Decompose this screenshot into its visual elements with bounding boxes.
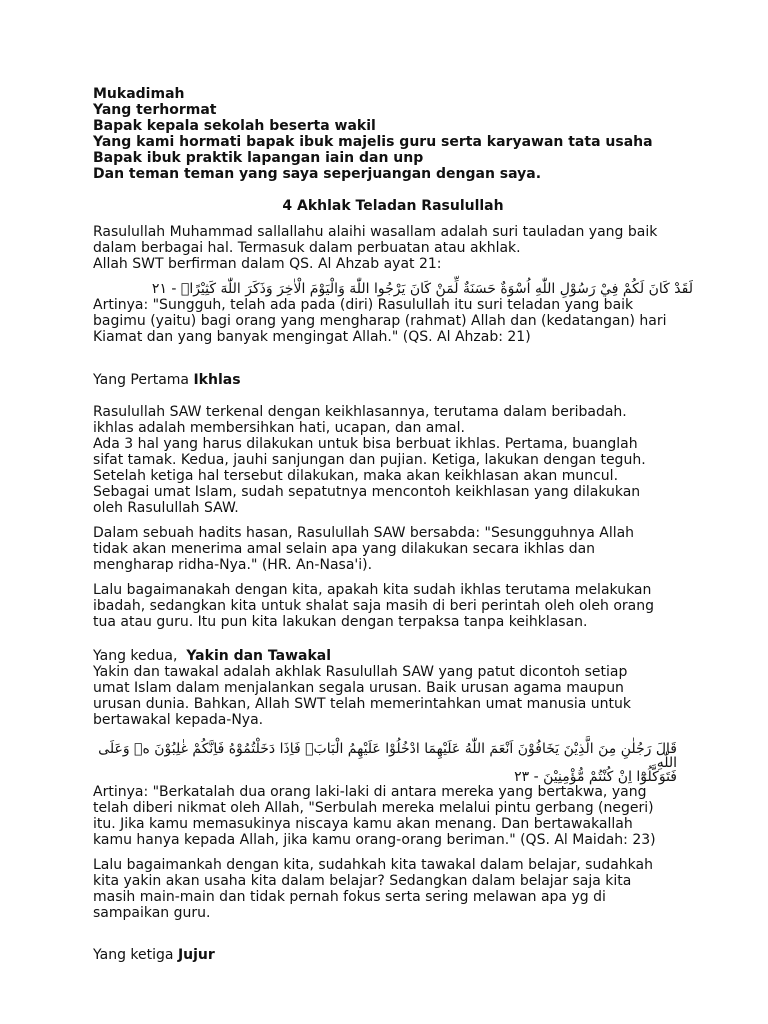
- section-heading-ikhlas: [93, 372, 693, 388]
- text-line: oleh Rasulullah SAW.: [93, 500, 239, 516]
- salutation-line: Dan teman teman yang saya seperjuangan dengan saya.: [93, 166, 542, 182]
- document-body: [93, 86, 693, 963]
- text-line: itu. Jika kamu memasukinya niscaya kamu akan menang. Dan bertawakallah: [93, 816, 633, 832]
- salutation-line: Yang terhormat: [93, 102, 217, 118]
- ikhlas-paragraph-1: [93, 404, 693, 516]
- arabic-line: قَالَ رَجُلٰنِ مِنَ الَّذِيْنَ يَخَافُوْنَ اَنْعَمَ اللّٰهُ عَلَيْهِمَا ادْخُلُوْا عَلَيْهِمُ الْبَابَۚ فَاِذَا دَخَلْتُمُوْهُ فَاِنَّكُمْ غٰلِبُوْنَ ەۙ وَعَلَى اللّٰهِ: [98, 741, 677, 771]
- translation-maidah: [93, 784, 693, 848]
- translation-ahzab: [93, 297, 693, 345]
- salutation-block: [93, 86, 693, 182]
- section-keyword: Jujur: [177, 947, 215, 963]
- section-keyword: Ikhlas: [193, 372, 241, 388]
- text-line: kita yakin akan usaha kita dalam belajar? Sedangkan dalam belajar saja kita: [93, 873, 632, 889]
- text-line: ikhlas adalah membersihkan hati, ucapan, dan amal.: [93, 420, 465, 436]
- text-line: umat Islam dalam menjalankan segala urusan. Baik urusan agama maupun: [93, 680, 624, 696]
- text-line: Lalu bagaimankah dengan kita, sudahkah kita tawakal dalam belajar, sudahkah: [93, 857, 653, 873]
- section-heading-jujur: [93, 947, 693, 963]
- ikhlas-paragraph-3: [93, 582, 693, 630]
- text-line: telah diberi nikmat oleh Allah, "Serbulah mereka melalui pintu gerbang (negeri): [93, 800, 654, 816]
- text-line: tua atau guru. Itu pun kita lakukan dengan terpaksa tanpa keihklasan.: [93, 614, 588, 630]
- arabic-verse-maidah: [93, 742, 677, 784]
- text-line: Rasulullah SAW terkenal dengan keikhlasannya, terutama dalam beribadah.: [93, 404, 627, 420]
- text-line: Dalam sebuah hadits hasan, Rasulullah SAW bersabda: "Sesungguhnya Allah: [93, 525, 635, 541]
- document-title: 4 Akhlak Teladan Rasulullah: [282, 198, 504, 214]
- section-keyword: Yakin dan Tawakal: [186, 648, 332, 664]
- arabic-verse-ahzab: لَقَدْ كَانَ لَكُمْ فِيْ رَسُوْلِ اللّٰهِ اُسْوَةٌ حَسَنَةٌ لِّمَنْ كَانَ يَرْجُوا اللّٰهَ وَالْيَوْمَ الْاٰخِرَ وَذَكَرَ اللّٰهَ كَثِيْرًاۗ - ٢١: [151, 281, 693, 297]
- text-line: bertawakal kepada-Nya.: [93, 712, 264, 728]
- salutation-line: Mukadimah: [93, 86, 185, 102]
- tawakal-paragraph-2: [93, 857, 693, 921]
- salutation-line: Bapak ibuk praktik lapangan iain dan unp: [93, 150, 424, 166]
- section-prefix: Yang ketiga: [93, 947, 178, 963]
- text-line: sampaikan guru.: [93, 905, 211, 921]
- text-line: tidak akan menerima amal selain apa yang dilakukan secara ikhlas dan: [93, 541, 596, 557]
- text-line: Sebagai umat Islam, sudah sepatutnya mencontoh keikhlasan yang dilakukan: [93, 484, 641, 500]
- text-line: Ada 3 hal yang harus dilakukan untuk bisa berbuat ikhlas. Pertama, buanglah: [93, 436, 638, 452]
- text-line: Kiamat dan yang banyak mengingat Allah." (QS. Al Ahzab: 21): [93, 329, 531, 345]
- text-line: sifat tamak. Kedua, jauhi sanjungan dan pujian. Ketiga, lakukan dengan teguh.: [93, 452, 646, 468]
- text-line: Artinya: "Berkatalah dua orang laki-laki di antara mereka yang bertakwa, yang: [93, 784, 647, 800]
- text-line: mengharap ridha-Nya." (HR. An-Nasa'i).: [93, 557, 373, 573]
- text-line: Lalu bagaimanakah dengan kita, apakah kita sudah ikhlas terutama melakukan: [93, 582, 652, 598]
- text-line: masih main-main dan tidak pernah fokus serta sering melawan apa yg di: [93, 889, 606, 905]
- text-line: kamu hanya kepada Allah, jika kamu orang-orang beriman." (QS. Al Maidah: 23): [93, 832, 656, 848]
- tawakal-paragraph-1: [93, 664, 693, 728]
- salutation-line: Yang kami hormati bapak ibuk majelis guru serta karyawan tata usaha: [93, 134, 653, 150]
- arabic-line: فَتَوَكَّلُوْٓا اِنْ كُنْتُمْ مُّؤْمِنِيْنَ - ٢٣: [514, 769, 677, 785]
- text-line: Setelah ketiga hal tersebut dilakukan, maka akan keikhlasan akan muncul.: [93, 468, 619, 484]
- text-line: Rasulullah Muhammad sallallahu alaihi wasallam adalah suri tauladan yang baik: [93, 224, 658, 240]
- salutation-line: Bapak kepala sekolah beserta wakil: [93, 118, 376, 134]
- text-line: Artinya: "Sungguh, telah ada pada (diri) Rasulullah itu suri teladan yang baik: [93, 297, 634, 313]
- text-line: bagimu (yaitu) bagi orang yang mengharap (rahmat) Allah dan (kedatangan) hari: [93, 313, 667, 329]
- section-prefix: Yang Pertama: [93, 372, 194, 388]
- text-line: Allah SWT berfirman dalam QS. Al Ahzab ayat 21:: [93, 256, 442, 272]
- ikhlas-paragraph-2: [93, 525, 693, 573]
- intro-paragraph: [93, 224, 693, 272]
- text-line: ibadah, sedangkan kita untuk shalat saja masih di beri perintah oleh oleh orang: [93, 598, 655, 614]
- section-heading-tawakal: [93, 648, 693, 664]
- text-line: urusan dunia. Bahkan, Allah SWT telah memerintahkan umat manusia untuk: [93, 696, 632, 712]
- text-line: dalam berbagai hal. Termasuk dalam perbuatan atau akhlak.: [93, 240, 521, 256]
- text-line: Yakin dan tawakal adalah akhlak Rasulullah SAW yang patut dicontoh setiap: [93, 664, 628, 680]
- section-prefix: Yang kedua,: [93, 648, 187, 664]
